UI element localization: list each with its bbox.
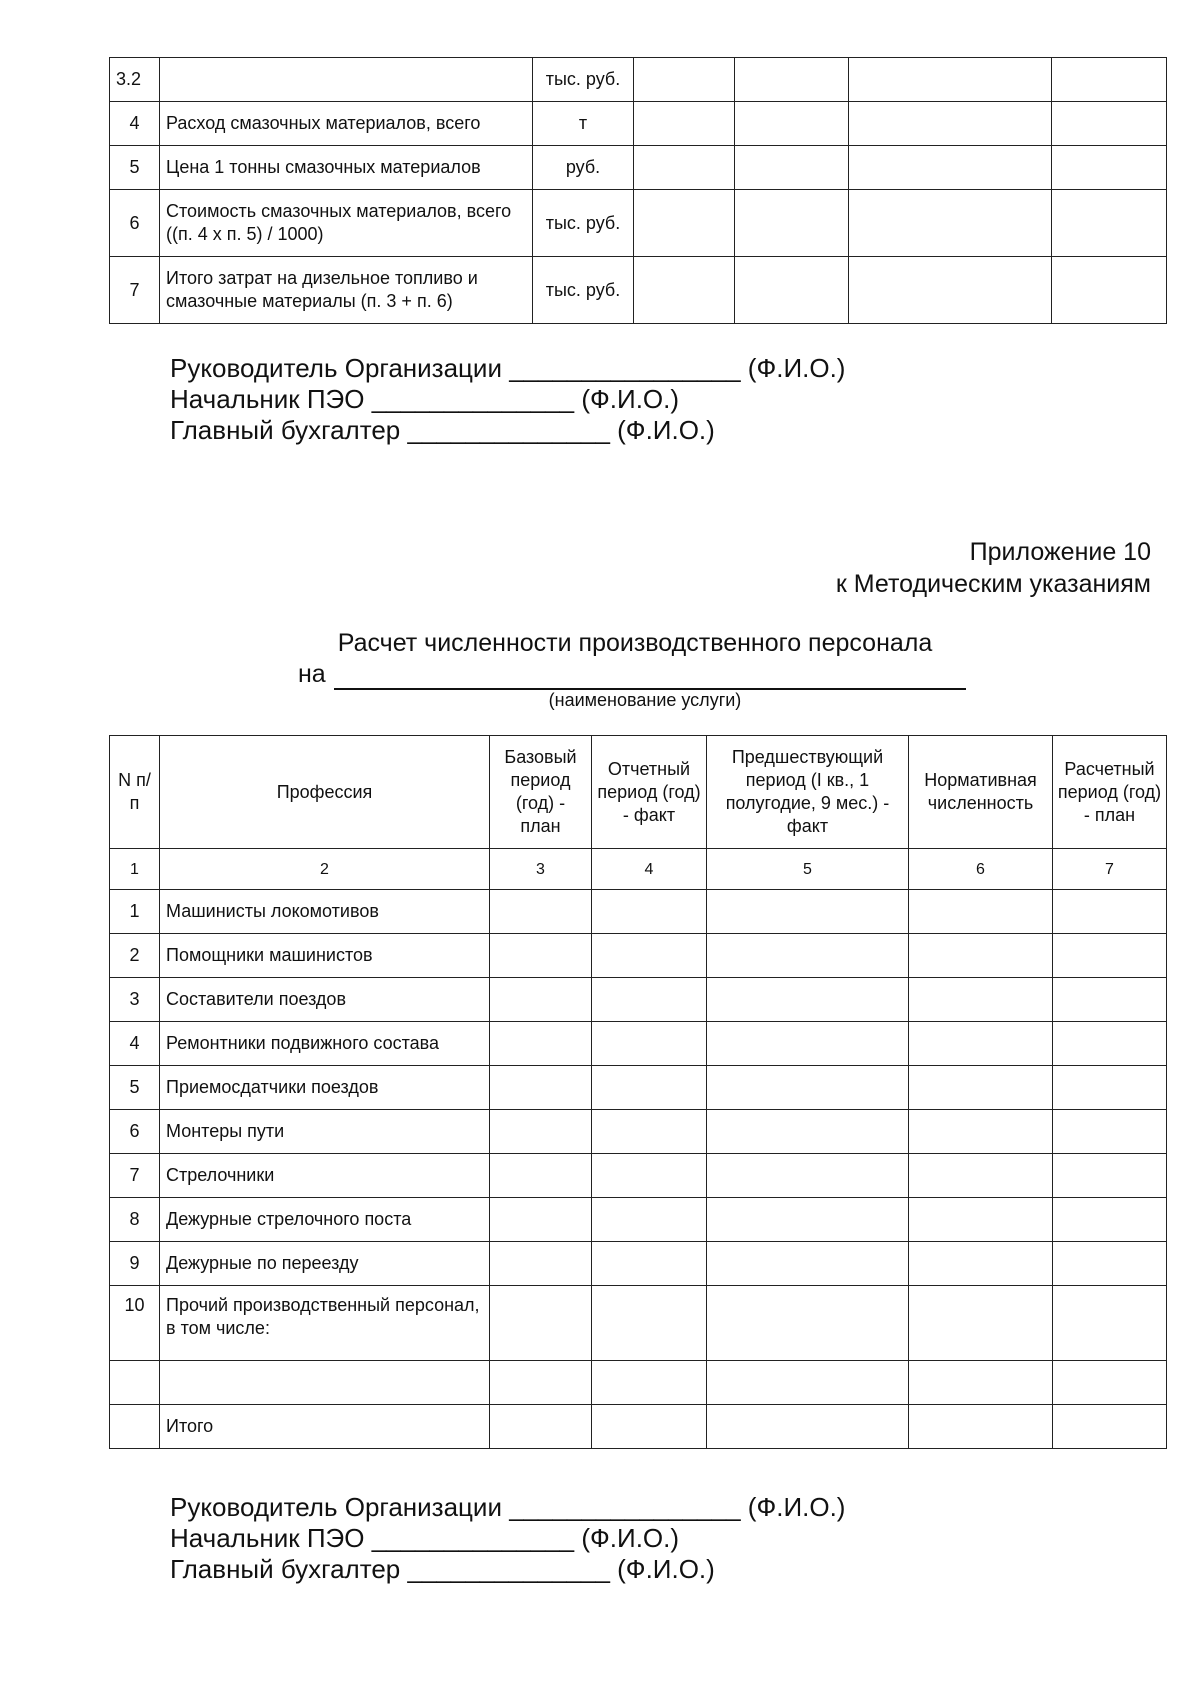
value-cell[interactable] <box>634 102 735 146</box>
value-cell[interactable] <box>909 1198 1053 1242</box>
value-cell[interactable] <box>1053 1110 1167 1154</box>
value-cell[interactable] <box>490 1286 592 1361</box>
value-cell[interactable] <box>1053 1405 1167 1449</box>
value-cell[interactable] <box>490 1066 592 1110</box>
row-number: 6 <box>110 190 160 257</box>
profession-name: Приемосдатчики поездов <box>160 1066 490 1110</box>
signature-director: Руководитель Организации ________________ (Ф.И.О.) <box>170 353 846 383</box>
table-row <box>110 257 1167 324</box>
value-cell[interactable] <box>1053 1242 1167 1286</box>
value-cell[interactable] <box>592 1022 707 1066</box>
service-name-row <box>298 659 966 690</box>
header-report-period: Отчетный период (год) - факт <box>592 736 707 849</box>
value-cell[interactable] <box>707 1022 909 1066</box>
value-cell[interactable] <box>592 1110 707 1154</box>
value-cell[interactable] <box>490 1405 592 1449</box>
appendix-reference: к Методическим указаниям <box>835 570 1151 598</box>
column-number: 6 <box>909 849 1053 890</box>
value-cell[interactable] <box>490 934 592 978</box>
value-cell[interactable] <box>592 1286 707 1361</box>
value-cell[interactable] <box>592 1405 707 1449</box>
row-number: 4 <box>110 1022 160 1066</box>
profession-name: Дежурные стрелочного поста <box>160 1198 490 1242</box>
table-header-row <box>110 736 1167 849</box>
value-cell[interactable] <box>490 890 592 934</box>
value-cell[interactable] <box>849 190 1052 257</box>
na-label: на <box>298 660 326 688</box>
table-row <box>110 190 1167 257</box>
value-cell[interactable] <box>1053 1154 1167 1198</box>
value-cell[interactable] <box>592 890 707 934</box>
value-cell[interactable] <box>909 1361 1053 1405</box>
value-cell[interactable] <box>909 1242 1053 1286</box>
profession-name: Итого <box>160 1405 490 1449</box>
row-number: 5 <box>110 1066 160 1110</box>
value-cell[interactable] <box>490 1110 592 1154</box>
signature-peo-head: Начальник ПЭО ______________ (Ф.И.О.) <box>170 384 680 414</box>
table-row <box>110 978 1167 1022</box>
staff-count-table <box>109 735 1167 1449</box>
table-row <box>110 1110 1167 1154</box>
column-number: 2 <box>160 849 490 890</box>
signature-block-bottom <box>170 1492 845 1585</box>
value-cell[interactable] <box>707 1286 909 1361</box>
value-cell[interactable] <box>707 1242 909 1286</box>
table-row <box>110 1198 1167 1242</box>
table-row <box>110 1066 1167 1110</box>
table-row <box>110 1242 1167 1286</box>
row-unit: тыс. руб. <box>533 190 634 257</box>
profession-name: Стрелочники <box>160 1154 490 1198</box>
row-name: Стоимость смазочных материалов, всего ((п. 4 х п. 5) / 1000) <box>160 190 533 257</box>
value-cell[interactable] <box>1053 1286 1167 1361</box>
value-cell[interactable] <box>592 978 707 1022</box>
column-number: 3 <box>490 849 592 890</box>
value-cell[interactable] <box>490 978 592 1022</box>
appendix-number: Приложение 10 <box>969 538 1151 566</box>
service-name-caption: (наименование услуги) <box>548 690 742 710</box>
value-cell[interactable] <box>707 1154 909 1198</box>
header-previous-period: Предшествующий период (I кв., 1 полугодие, 9 мес.) - факт <box>707 736 909 849</box>
row-number: 3.2 <box>110 58 160 102</box>
profession-name: Машинисты локомотивов <box>160 890 490 934</box>
row-number: 8 <box>110 1198 160 1242</box>
row-number: 7 <box>110 257 160 324</box>
row-name: Расход смазочных материалов, всего <box>160 102 533 146</box>
column-numbers-row <box>110 849 1167 890</box>
row-number <box>110 1361 160 1405</box>
form-title: Расчет численности производственного персонала <box>337 629 933 657</box>
value-cell[interactable] <box>490 1022 592 1066</box>
value-cell[interactable] <box>1052 190 1167 257</box>
value-cell[interactable] <box>592 934 707 978</box>
signature-block-top <box>170 353 845 446</box>
table-row <box>110 934 1167 978</box>
row-unit: тыс. руб. <box>533 257 634 324</box>
signature-chief-accountant: Главный бухгалтер ______________ (Ф.И.О.) <box>170 1554 715 1584</box>
table-row <box>110 1405 1167 1449</box>
value-cell[interactable] <box>592 1361 707 1405</box>
profession-name: Помощники машинистов <box>160 934 490 978</box>
row-number: 4 <box>110 102 160 146</box>
value-cell[interactable] <box>707 1066 909 1110</box>
profession-name: Прочий производственный персонал, в том числе: <box>160 1286 490 1361</box>
appendix-header <box>836 536 1151 600</box>
value-cell[interactable] <box>592 1198 707 1242</box>
value-cell[interactable] <box>634 58 735 102</box>
header-profession: Профессия <box>160 736 490 849</box>
value-cell[interactable] <box>909 1066 1053 1110</box>
value-cell[interactable] <box>707 934 909 978</box>
table-row <box>110 102 1167 146</box>
column-number: 7 <box>1053 849 1167 890</box>
header-calc-period: Расчетный период (год) - план <box>1053 736 1167 849</box>
value-cell[interactable] <box>735 102 849 146</box>
value-cell[interactable] <box>1053 934 1167 978</box>
profession-name: Монтеры пути <box>160 1110 490 1154</box>
value-cell[interactable] <box>707 1198 909 1242</box>
row-unit: руб. <box>533 146 634 190</box>
row-name <box>160 58 533 102</box>
table-row <box>110 1361 1167 1405</box>
value-cell[interactable] <box>1053 1066 1167 1110</box>
value-cell[interactable] <box>592 1066 707 1110</box>
value-cell[interactable] <box>592 1154 707 1198</box>
row-unit: тыс. руб. <box>533 58 634 102</box>
value-cell[interactable] <box>1053 978 1167 1022</box>
profession-name <box>160 1361 490 1405</box>
value-cell[interactable] <box>1053 1022 1167 1066</box>
value-cell[interactable] <box>849 58 1052 102</box>
value-cell[interactable] <box>1053 1361 1167 1405</box>
value-cell[interactable] <box>490 1361 592 1405</box>
value-cell[interactable] <box>849 146 1052 190</box>
header-number: N п/п <box>110 736 160 849</box>
row-number: 3 <box>110 978 160 1022</box>
value-cell[interactable] <box>707 890 909 934</box>
profession-name: Ремонтники подвижного состава <box>160 1022 490 1066</box>
row-number: 10 <box>110 1286 160 1361</box>
value-cell[interactable] <box>707 1110 909 1154</box>
column-number: 5 <box>707 849 909 890</box>
value-cell[interactable] <box>849 257 1052 324</box>
value-cell[interactable] <box>909 1154 1053 1198</box>
row-unit: т <box>533 102 634 146</box>
value-cell[interactable] <box>707 1361 909 1405</box>
row-name: Итого затрат на дизельное топливо и смазочные материалы (п. 3 + п. 6) <box>160 257 533 324</box>
value-cell[interactable] <box>735 257 849 324</box>
table-row <box>110 146 1167 190</box>
table-row <box>110 1286 1167 1361</box>
value-cell[interactable] <box>909 1110 1053 1154</box>
value-cell[interactable] <box>735 190 849 257</box>
table-row <box>110 1022 1167 1066</box>
row-number <box>110 1405 160 1449</box>
value-cell[interactable] <box>1053 890 1167 934</box>
row-number: 6 <box>110 1110 160 1154</box>
value-cell[interactable] <box>1052 146 1167 190</box>
value-cell[interactable] <box>490 1242 592 1286</box>
signature-peo-head: Начальник ПЭО ______________ (Ф.И.О.) <box>170 1523 680 1553</box>
row-number: 9 <box>110 1242 160 1286</box>
row-number: 1 <box>110 890 160 934</box>
header-normative-count: Нормативная численность <box>909 736 1053 849</box>
value-cell[interactable] <box>1052 102 1167 146</box>
table-row <box>110 58 1167 102</box>
row-name: Цена 1 тонны смазочных материалов <box>160 146 533 190</box>
row-number: 5 <box>110 146 160 190</box>
value-cell[interactable] <box>909 934 1053 978</box>
value-cell[interactable] <box>735 146 849 190</box>
profession-name: Дежурные по переезду <box>160 1242 490 1286</box>
value-cell[interactable] <box>1053 1198 1167 1242</box>
value-cell[interactable] <box>1052 58 1167 102</box>
table-row <box>110 890 1167 934</box>
signature-director: Руководитель Организации ________________ (Ф.И.О.) <box>170 1492 846 1522</box>
value-cell[interactable] <box>592 1242 707 1286</box>
value-cell[interactable] <box>634 257 735 324</box>
value-cell[interactable] <box>909 1286 1053 1361</box>
value-cell[interactable] <box>1052 257 1167 324</box>
row-number: 7 <box>110 1154 160 1198</box>
table-row <box>110 1154 1167 1198</box>
value-cell[interactable] <box>490 1198 592 1242</box>
header-base-period: Базовый период (год) - план <box>490 736 592 849</box>
value-cell[interactable] <box>735 58 849 102</box>
fuel-cost-table <box>109 57 1167 324</box>
service-name-field[interactable] <box>334 662 966 690</box>
signature-chief-accountant: Главный бухгалтер ______________ (Ф.И.О.) <box>170 415 715 445</box>
value-cell[interactable] <box>634 146 735 190</box>
column-number: 1 <box>110 849 160 890</box>
value-cell[interactable] <box>707 978 909 1022</box>
value-cell[interactable] <box>909 890 1053 934</box>
profession-name: Составители поездов <box>160 978 490 1022</box>
value-cell[interactable] <box>849 102 1052 146</box>
row-number: 2 <box>110 934 160 978</box>
value-cell[interactable] <box>909 978 1053 1022</box>
value-cell[interactable] <box>909 1405 1053 1449</box>
value-cell[interactable] <box>634 190 735 257</box>
value-cell[interactable] <box>707 1405 909 1449</box>
value-cell[interactable] <box>909 1022 1053 1066</box>
value-cell[interactable] <box>490 1154 592 1198</box>
column-number: 4 <box>592 849 707 890</box>
